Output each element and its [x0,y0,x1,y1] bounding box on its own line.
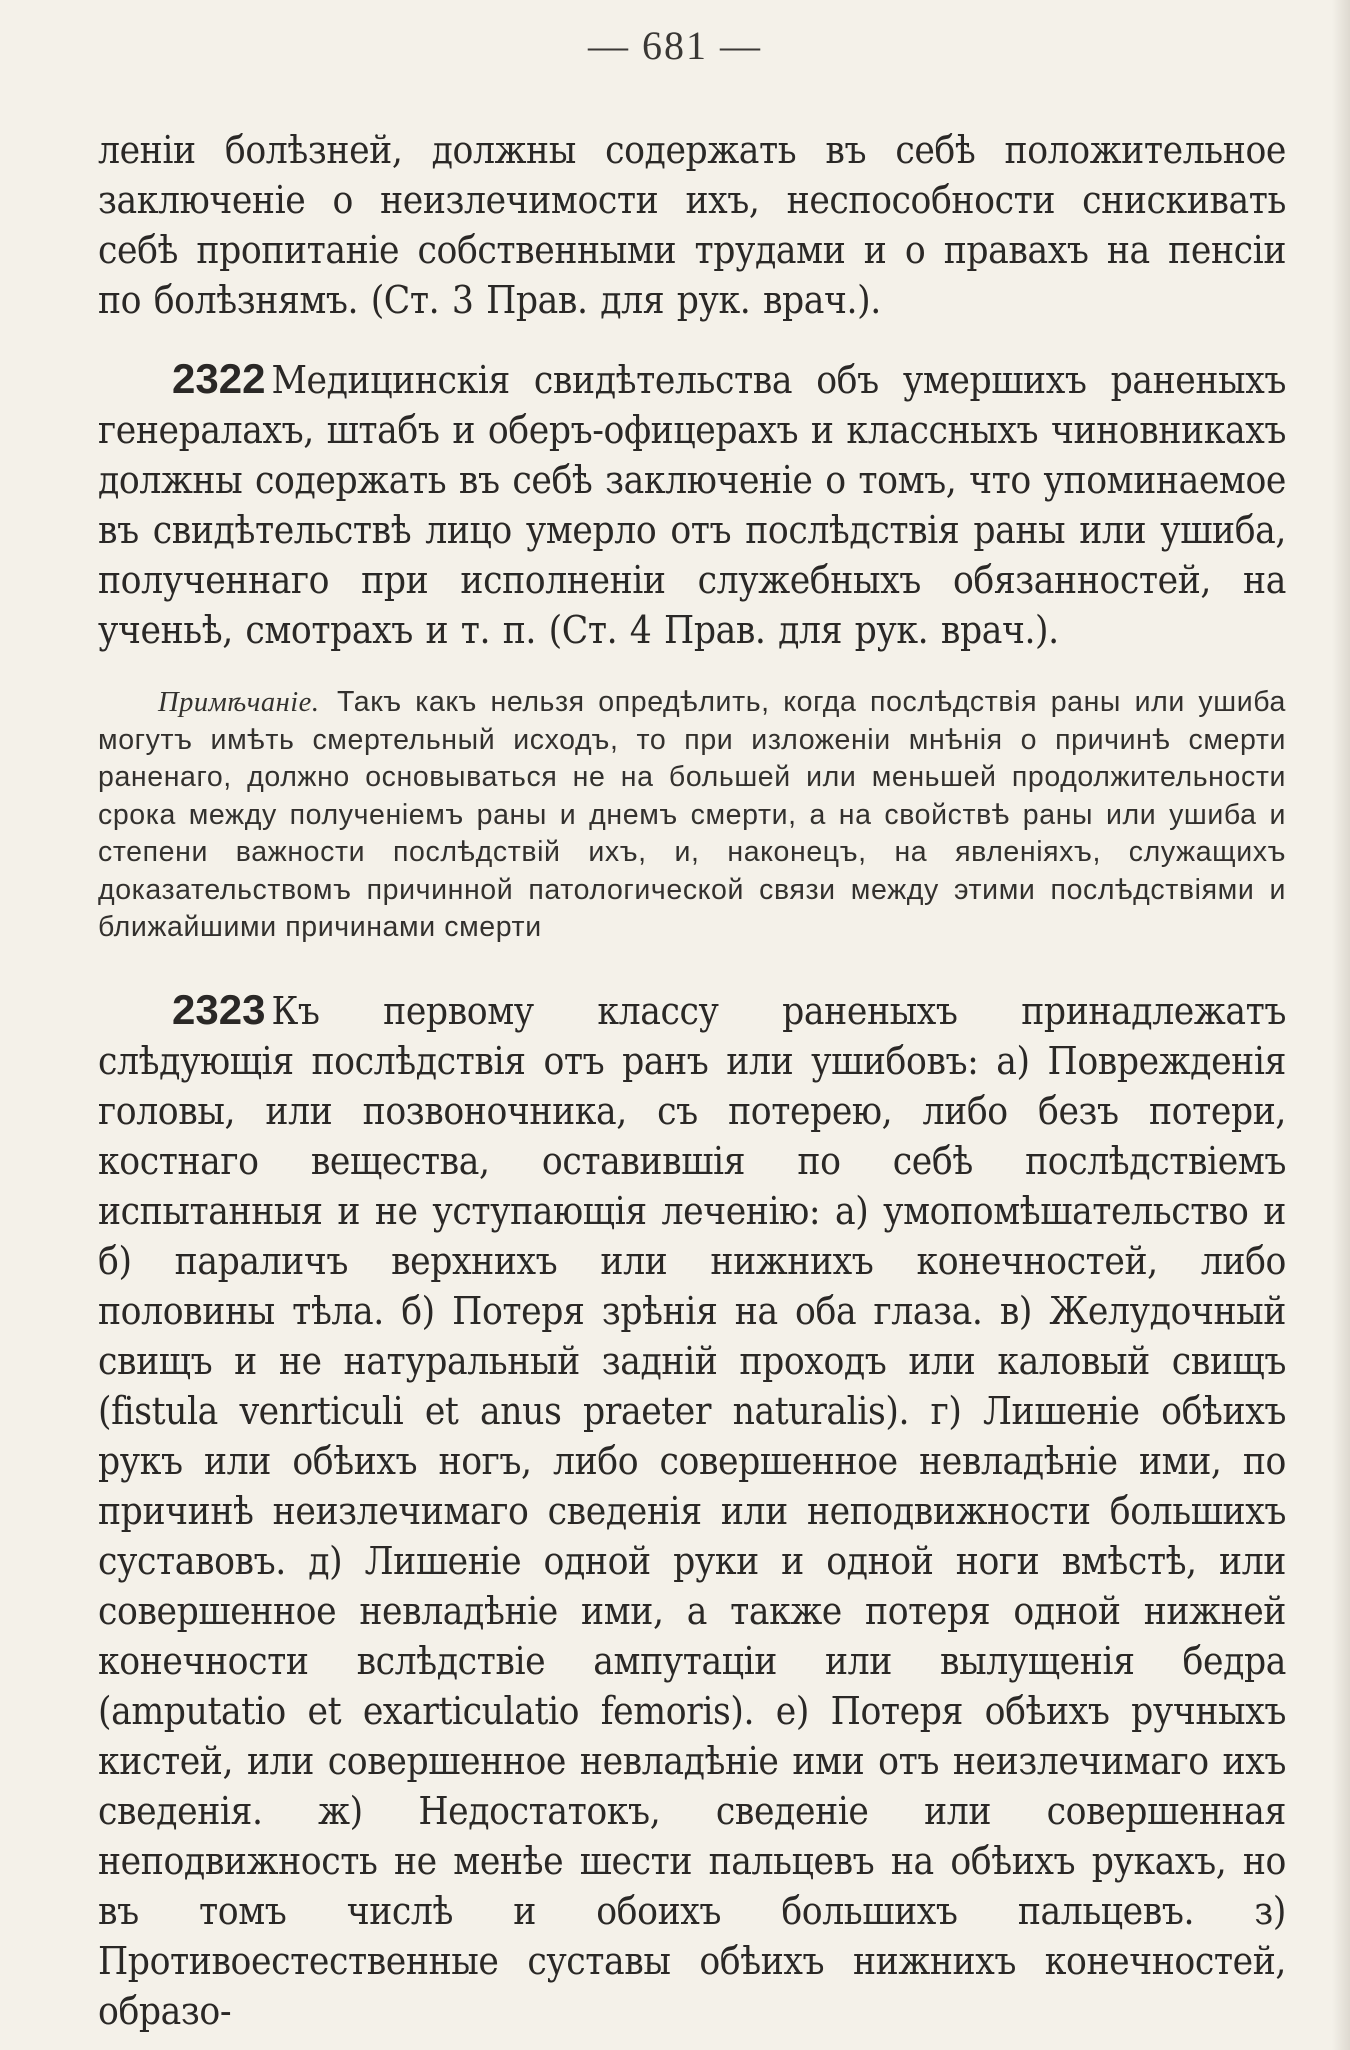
note-label: Примѣчаніе. [158,687,320,718]
text-column [98,126,1286,2037]
note-paragraph [98,684,1286,947]
page-number: — 681 — [588,23,762,68]
article-2323-text: Къ первому классу раненыхъ принадлежатъ слѣдующія послѣдствія отъ ранъ или ушибовъ: а) Поврежденія головы, или позвоночника, съ потерею, либо безъ потери, костнаго вещества, оставившія по себѣ послѣдствіемъ испытанныя и не уступающія леченію: а) умопомѣшательство и б) параличъ верхнихъ или нижнихъ конечностей, либо половины тѣла. б) Потеря зрѣнія на оба глаза. в) Желудочный свищъ и не натуральный задній проходъ или каловый свищъ (fistula venrticuli et anus praeter naturalis). г) Лишеніе обѣихъ рукъ или обѣихъ ногъ, либо совершенное невладѣніе ими, по причинѣ неизлечимаго сведенія или неподвижности большихъ суставовъ. д) Лишеніе одной руки и одной ноги вмѣстѣ, или совершенное невладѣніе ими, а также потеря одной нижней конечности вслѣдствіе ампутаціи или вылущенія бедра (amputatio et exarticulatio femoris). е) Потеря обѣихъ ручныхъ кистей, или совершенное невладѣніе ими отъ неизлечимаго ихъ сведенія. ж) Недостатокъ, сведеніе или совершенная неподвижность не менѣе шести пальцевъ на обѣихъ рукахъ, но въ томъ числѣ и обоихъ большихъ пальцевъ. з) Противоестественные суставы обѣихъ нижнихъ конечностей, образо- [98,988,1286,2034]
note-text: Такъ какъ нельзя опредѣлить, когда послѣдствія раны или ушиба могутъ имѣть смертельный исходъ, то при изложеніи мнѣнія о причинѣ смерти раненаго, должно основываться не на большей или меньшей продолжительности срока между полученіемъ раны и днемъ смерти, а на свойствѣ раны или ушиба и степени важности послѣдствій ихъ, и, наконецъ, на явленіяхъ, служащихъ доказательствомъ причинной патологической связи между этими послѣдствіями и ближайшими причинами смерти [98,686,1286,943]
article-number-2322: 2322 [172,355,266,402]
article-2322-text: Медицинскія свидѣтельства объ умершихъ раненыхъ генералахъ, штабъ и оберъ-офицерахъ и классныхъ чиновникахъ должны содержать въ себѣ заключеніе о томъ, что упоминаемое въ свидѣтельствѣ лицо умерло отъ послѣдствія раны или ушиба, полученнаго при исполненіи служебныхъ обязанностей, на ученьѣ, смотрахъ и т. п. (Ст. 4 Прав. для рук. врач.). [98,358,1286,653]
page-edge-shadow [1332,0,1350,2050]
article-number-2323: 2323 [172,985,266,1033]
article-2322 [98,354,1286,656]
continuation-paragraph [98,126,1286,326]
article-2323 [98,985,1286,2037]
continuation-text: леніи болѣзней, должны содержать въ себѣ положительное заключеніе о неизлечимости ихъ, неспособности снискивать себѣ пропитаніе собственными трудами и о правахъ на пенсіи по болѣзнямъ. (Ст. 3 Прав. для рук. врач.). [98,128,1286,323]
